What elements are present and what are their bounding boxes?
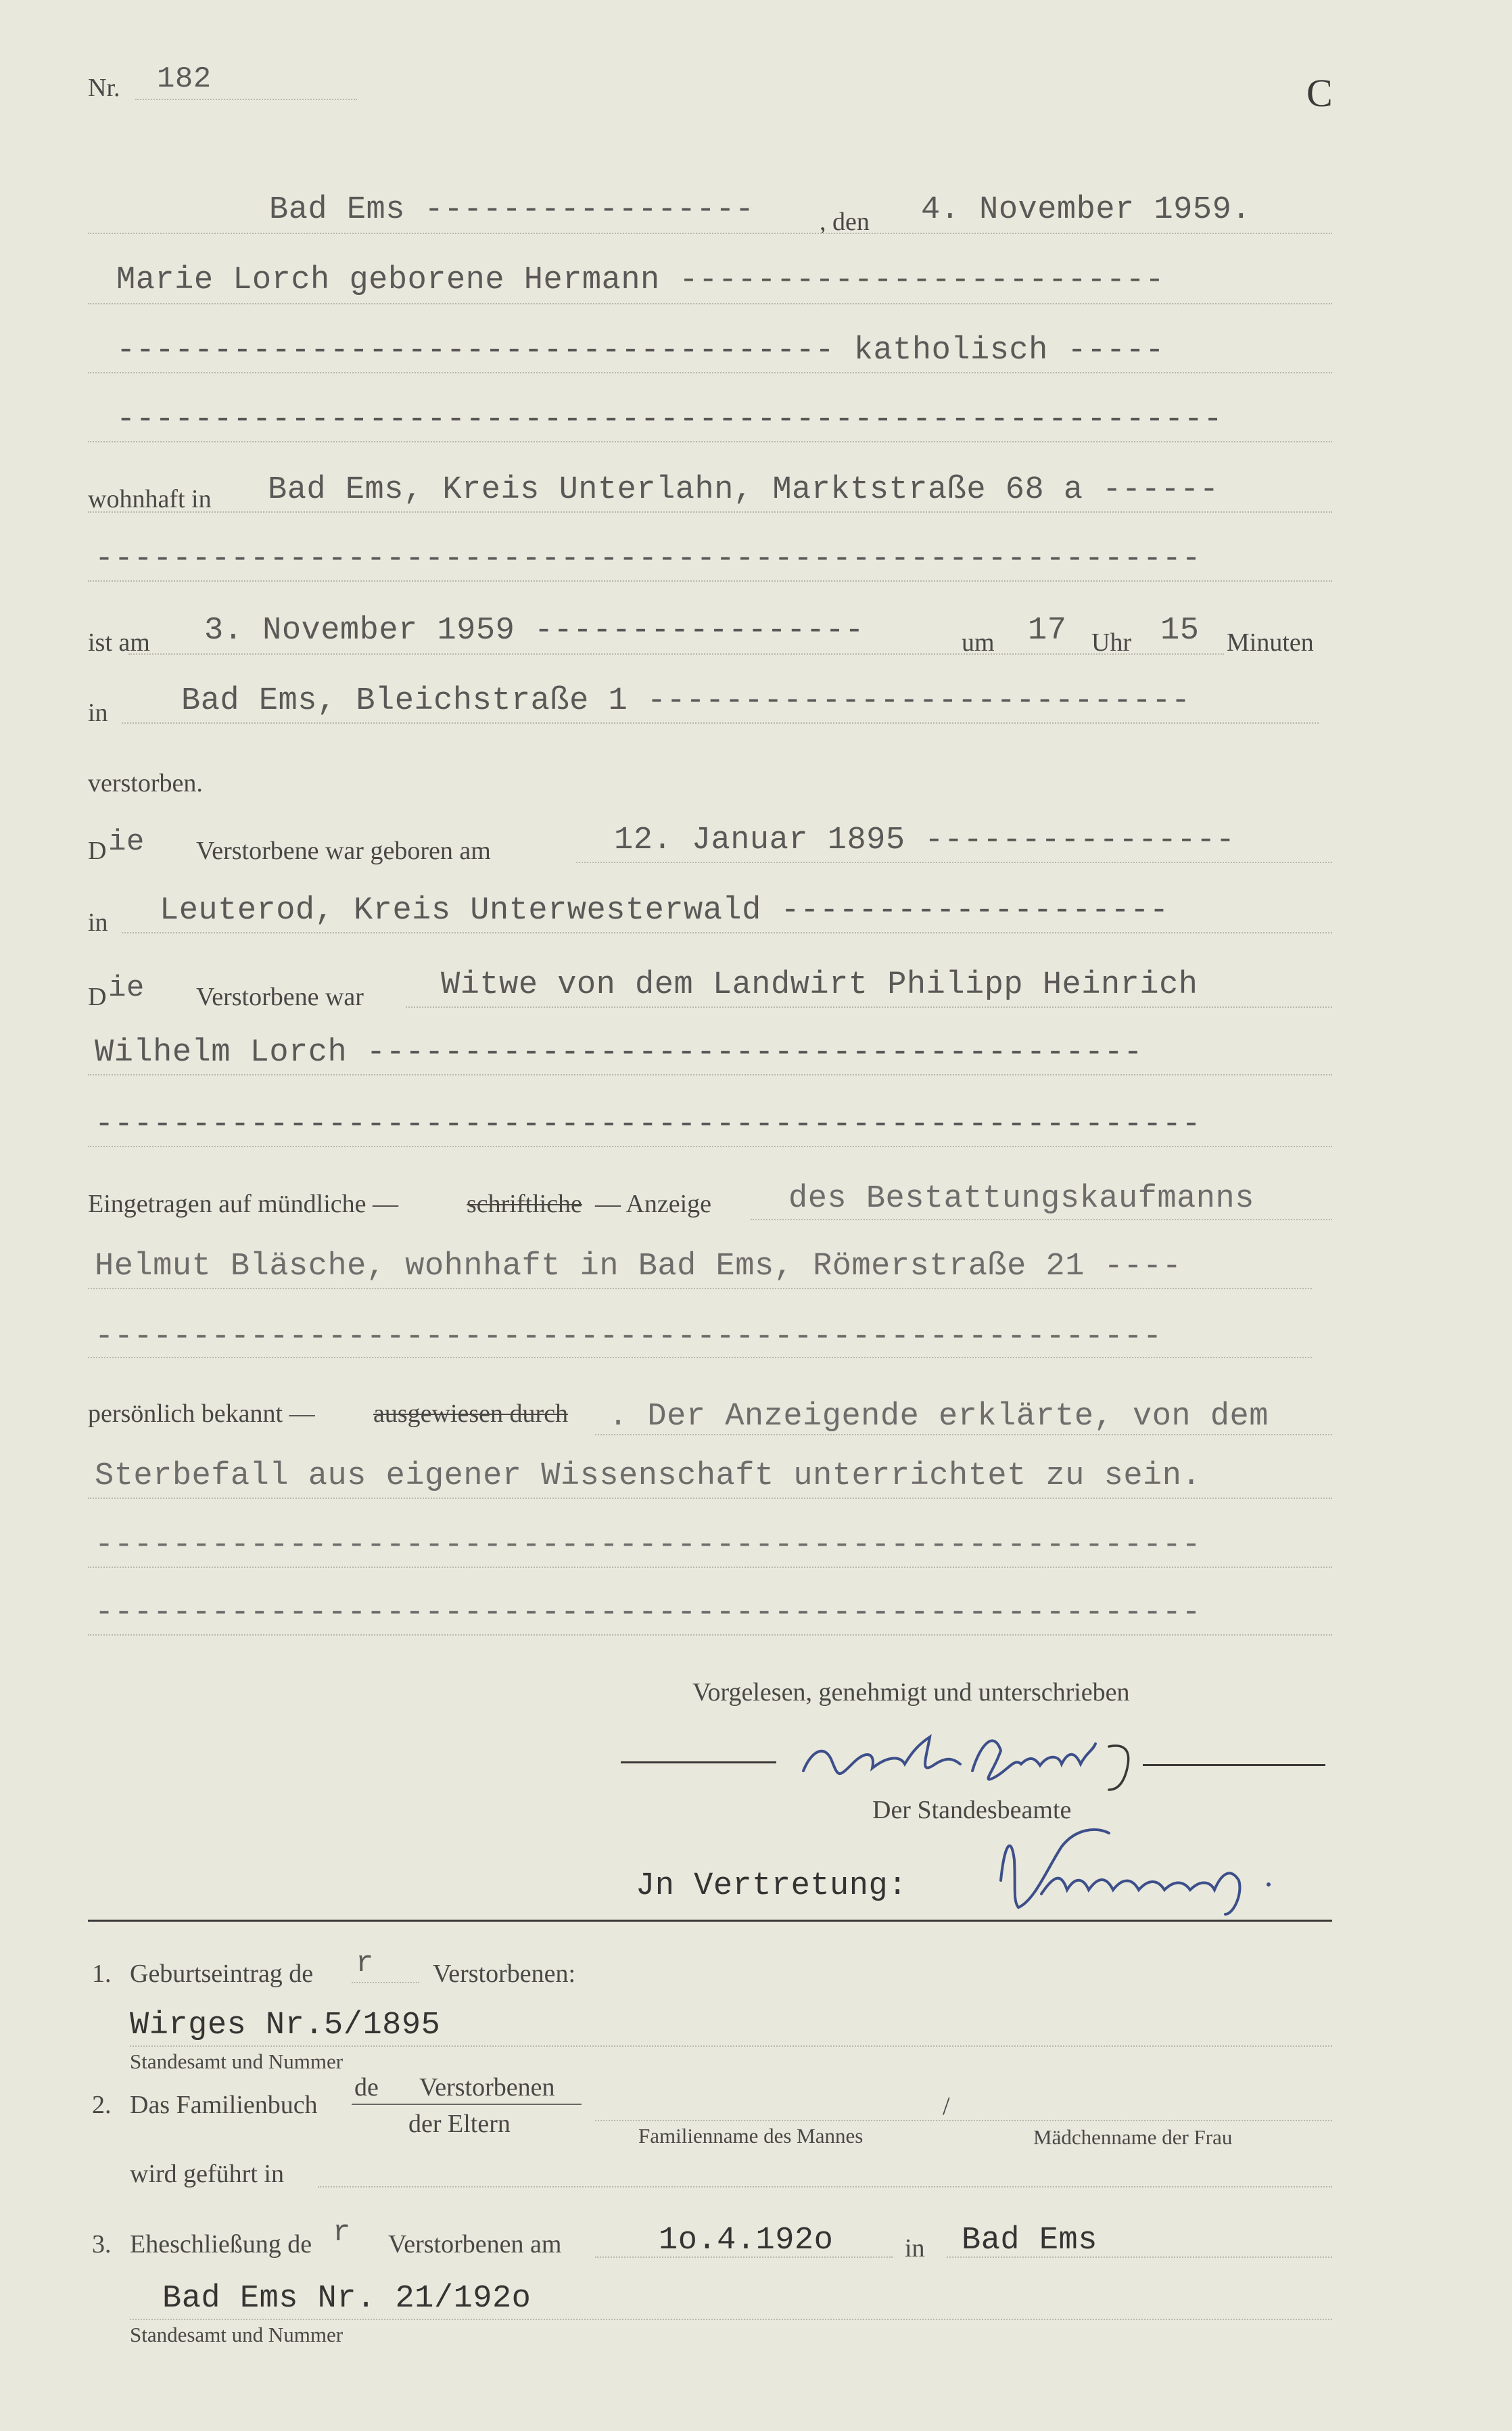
note-1-fill: r — [356, 1947, 374, 1981]
identity-label-a: persönlich bekannt — — [88, 1399, 315, 1428]
note-3-label-a: Eheschließung de — [130, 2230, 312, 2259]
identity-line-4: --------------------------------------------------------- — [95, 1595, 1202, 1631]
uhr-label: Uhr — [1091, 628, 1132, 657]
status-d-suffix: ie — [108, 971, 145, 1005]
minuten-label: Minuten — [1227, 628, 1314, 657]
section-divider — [88, 1920, 1332, 1922]
registry-place: Bad Ems ----------------- — [269, 192, 755, 228]
deceased-address: Bad Ems, Kreis Unterlahn, Marktstraße 68 a ------ — [268, 472, 1219, 508]
identity-label-struck: ausgewiesen durch — [373, 1399, 569, 1428]
nr-value: 182 — [157, 62, 212, 96]
report-label-struck: schriftliche — [467, 1190, 582, 1218]
corner-letter: C — [1306, 71, 1333, 115]
report-label-a: Eingetragen auf mündliche — — [88, 1190, 399, 1218]
vertretung-label: Jn Vertretung: — [636, 1868, 907, 1904]
geboren-label: Verstorbene war geboren am — [196, 837, 491, 865]
line-note-2-gefuehrt — [318, 2186, 1332, 2187]
note-1-number: 1. — [92, 1960, 112, 1988]
line-identity-2 — [88, 1498, 1332, 1499]
informant-signature — [791, 1723, 1143, 1791]
line-blank — [88, 441, 1332, 442]
signature-rule-right — [1143, 1764, 1325, 1766]
note-1-label-a: Geburtseintrag de — [130, 1960, 314, 1988]
identity-line-3: --------------------------------------------------------- — [95, 1527, 1202, 1563]
line-note-1-value — [130, 2045, 1332, 2047]
note-3-fill: r — [333, 2216, 351, 2250]
line-identity-3 — [88, 1567, 1332, 1568]
death-place: Bad Ems, Bleichstraße 1 ---------------------------- — [181, 683, 1191, 719]
report-line-2: Helmut Bläsche, wohnhaft in Bad Ems, Römerstraße 21 ---- — [95, 1249, 1182, 1284]
line-name — [88, 303, 1332, 304]
status-line-3: --------------------------------------------------------- — [95, 1107, 1202, 1142]
war-label: Verstorbene war — [196, 983, 364, 1011]
death-date: 3. November 1959 ----------------- — [204, 613, 864, 649]
line-note-1-fill — [352, 1982, 419, 1983]
note-2-number: 2. — [92, 2091, 112, 2119]
note-2-label-a: Das Familienbuch — [130, 2091, 318, 2119]
birth-place: Leuterod, Kreis Unterwesterwald -------------------- — [160, 893, 1169, 929]
note-1-caption: Standesamt und Nummer — [130, 2050, 344, 2073]
line-report-2 — [88, 1288, 1312, 1289]
line-date — [88, 233, 1332, 234]
note-2-eltern: der Eltern — [408, 2110, 511, 2138]
read-approved-label: Vorgelesen, genehmigt und unterschrieben — [692, 1678, 1130, 1707]
note-3-place: Bad Ems — [962, 2223, 1097, 2259]
status-line-1: Witwe von dem Landwirt Philipp Heinrich — [441, 967, 1198, 1003]
um-label: um — [962, 628, 995, 657]
birth-in-label: in — [88, 908, 108, 937]
nr-label: Nr. — [88, 74, 120, 102]
note-3-value: Bad Ems Nr. 21/192o — [162, 2281, 531, 2317]
birth-d-suffix: ie — [108, 825, 145, 859]
line-status-1 — [406, 1006, 1332, 1008]
note-1-value: Wirges Nr.5/1895 — [130, 2008, 441, 2043]
deceased-name: Marie Lorch geborene Hermann ------------------------- — [116, 262, 1165, 298]
address-continuation: --------------------------------------------------------- — [95, 541, 1202, 577]
note-2-de: de — [354, 2073, 379, 2102]
note-3-label-b: Verstorbenen am — [388, 2230, 562, 2259]
line-birth-date — [576, 862, 1332, 863]
note-3-date: 1o.4.192o — [659, 2223, 834, 2259]
deceased-religion: ------------------------------------- katholisch ----- — [116, 333, 1165, 369]
death-hour: 17 — [1028, 613, 1067, 649]
note-2-mann-caption: Familienname des Mannes — [638, 2124, 864, 2148]
line-address-cont — [88, 580, 1332, 582]
line-death-date — [128, 653, 1224, 655]
note-2-gefuehrt-label: wird geführt in — [130, 2160, 284, 2188]
line-note-3-date — [595, 2256, 893, 2258]
line-birth-place — [122, 932, 1332, 933]
note-3-caption: Standesamt und Nummer — [130, 2323, 344, 2346]
line-religion — [88, 372, 1332, 373]
registry-date: 4. November 1959. — [921, 192, 1251, 228]
line-report-1 — [751, 1219, 1332, 1220]
blank-dash-line: --------------------------------------------------------- — [116, 402, 1223, 438]
line-note-3-place — [947, 2256, 1332, 2258]
line-status-2 — [88, 1074, 1332, 1075]
report-line-3: ------------------------------------------------------- — [95, 1319, 1162, 1355]
identity-line-1: . Der Anzeigende erklärte, von dem — [609, 1399, 1269, 1435]
status-line-2: Wilhelm Lorch ---------------------------------------- — [95, 1035, 1143, 1071]
line-status-3 — [88, 1146, 1332, 1147]
note-3-in-label: in — [905, 2234, 925, 2263]
ist-am-label: ist am — [88, 628, 150, 657]
note-3-number: 3. — [92, 2230, 112, 2259]
note-2-verstorbenen: Verstorbenen — [419, 2073, 555, 2102]
wohnhaft-label: wohnhaft in — [88, 485, 212, 513]
identity-line-2: Sterbefall aus eigener Wissenschaft unterrichtet zu sein. — [95, 1458, 1202, 1494]
note-2-slash: / — [943, 2092, 950, 2121]
birth-date: 12. Januar 1895 ---------------- — [614, 823, 1235, 858]
registrar-label: Der Standesbeamte — [872, 1796, 1072, 1824]
death-minute: 15 — [1160, 613, 1200, 649]
line-address — [88, 511, 1332, 513]
note-2-frau-caption: Mädchenname der Frau — [1033, 2125, 1233, 2149]
birth-d-label: D — [88, 837, 107, 865]
report-line-1: des Bestattungskaufmanns — [788, 1181, 1254, 1217]
den-label: , den — [820, 208, 870, 236]
line-note-2 — [595, 2120, 1332, 2121]
line-report-3 — [88, 1357, 1312, 1358]
in-label: in — [88, 699, 108, 727]
line-death-place — [122, 722, 1319, 724]
line-identity-1 — [595, 1434, 1332, 1435]
status-d-label: D — [88, 983, 107, 1011]
verstorben-label: verstorben. — [88, 769, 203, 797]
line-note-3-value — [130, 2319, 1332, 2320]
line-identity-4 — [88, 1634, 1332, 1636]
report-label-b: — Anzeige — [595, 1190, 712, 1218]
note-1-label-b: Verstorbenen: — [433, 1960, 576, 1988]
signature-rule-left — [621, 1761, 776, 1763]
nr-dotted-line — [135, 99, 357, 100]
note-2-fraction-line — [352, 2104, 582, 2105]
registrar-signature — [974, 1820, 1312, 1921]
